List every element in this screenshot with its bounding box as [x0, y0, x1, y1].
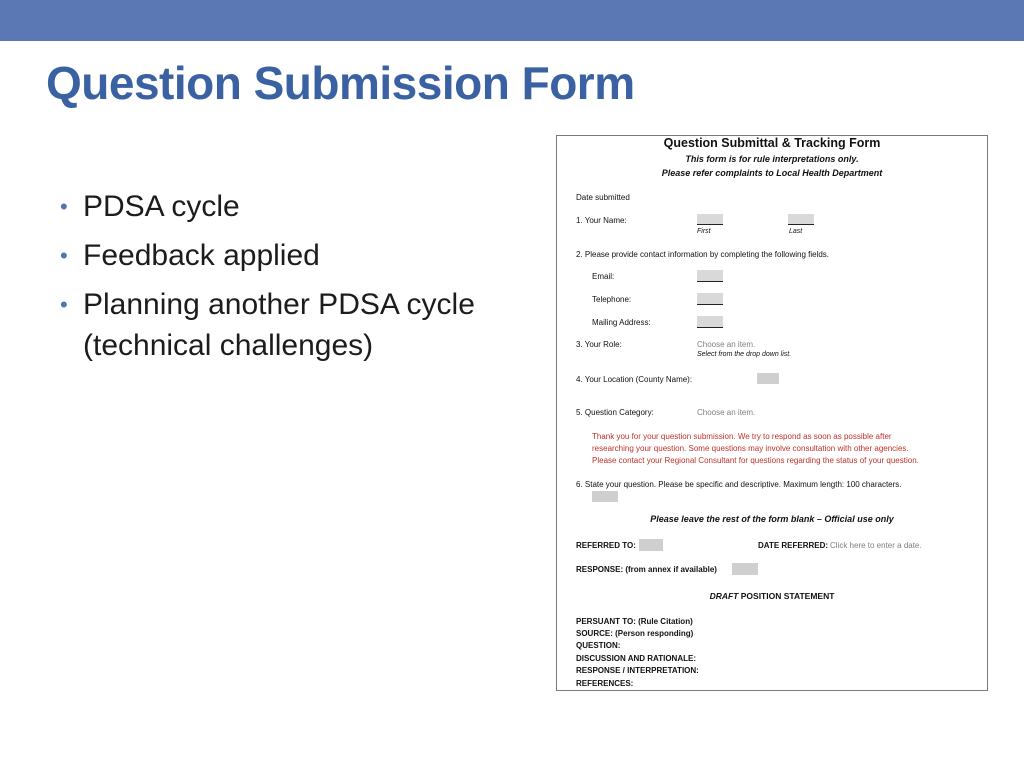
draft-word: DRAFT	[709, 591, 739, 601]
first-name-field	[697, 214, 723, 225]
name-label: 1. Your Name:	[576, 216, 627, 225]
bullet-item	[60, 186, 540, 227]
position-statement-heading	[557, 591, 987, 601]
category-choose: Choose an item.	[697, 408, 756, 417]
telephone-field	[697, 293, 723, 305]
referred-to-field	[639, 539, 663, 551]
referred-to-label: REFERRED TO:	[576, 541, 636, 550]
bullet-text: PDSA cycle	[83, 190, 240, 223]
footer-line: RESPONSE / INTERPRETATION:	[576, 666, 699, 675]
question-label: 6. State your question. Please be specific and descriptive. Maximum length: 100 characters.	[576, 480, 902, 489]
last-caption: Last	[789, 228, 803, 235]
date-submitted-label: Date submitted	[576, 193, 630, 202]
official-use-banner: Please leave the rest of the form blank – Official use only	[650, 514, 894, 524]
bullet-text: Planning another PDSA cycle (technical challenges)	[83, 288, 475, 362]
category-label: 5. Question Category:	[576, 408, 654, 417]
mailing-field	[697, 316, 723, 328]
location-field	[757, 373, 779, 384]
response-field	[732, 563, 758, 575]
thanks-line: researching your question. Some questions may involve consultation with other agencies.	[592, 444, 909, 453]
bullet-list	[60, 186, 540, 374]
telephone-label: Telephone:	[592, 295, 632, 304]
date-referred-label: DATE REFERRED:	[758, 541, 829, 550]
thanks-line: Thank you for your question submission. We try to respond as soon as possible after	[592, 432, 892, 441]
footer-line: SOURCE: (Person responding)	[576, 629, 694, 638]
email-label: Email:	[592, 272, 615, 281]
mailing-label: Mailing Address:	[592, 318, 651, 327]
role-label: 3. Your Role:	[576, 340, 622, 349]
date-placeholder: Click here to enter a date.	[830, 541, 922, 550]
contact-label: 2. Please provide contact information by completing the following fields.	[576, 250, 830, 259]
bullet-item	[60, 284, 540, 366]
footer-line: QUESTION:	[576, 641, 621, 650]
email-field	[697, 270, 723, 282]
response-label: RESPONSE: (from annex if available)	[576, 565, 717, 574]
position-statement-word: POSITION STATEMENT	[740, 591, 835, 601]
question-field	[592, 491, 618, 502]
bullet-dot-icon: •	[60, 243, 68, 268]
bullet-text: Feedback applied	[83, 239, 320, 272]
last-name-field	[788, 214, 814, 225]
form-subtitle: This form is for rule interpretations only.	[685, 154, 859, 164]
form-subtitle: Please refer complaints to Local Health Department	[661, 168, 883, 178]
footer-line: DISCUSSION AND RATIONALE:	[576, 654, 696, 663]
footer-line: PERSUANT TO: (Rule Citation)	[576, 617, 693, 626]
thanks-line: Please contact your Regional Consultant for questions regarding the status of your question.	[592, 456, 919, 465]
form-image	[556, 135, 988, 691]
role-hint: Select from the drop down list.	[697, 351, 792, 358]
bullet-item	[60, 235, 540, 276]
form-title: Question Submittal & Tracking Form	[663, 136, 881, 150]
bullet-dot-icon: •	[60, 292, 68, 317]
slide-title: Question Submission Form	[46, 57, 635, 109]
location-label: 4. Your Location (County Name):	[576, 375, 693, 384]
bullet-dot-icon: •	[60, 194, 68, 219]
role-choose: Choose an item.	[697, 340, 756, 349]
first-caption: First	[697, 228, 711, 235]
footer-line: REFERENCES:	[576, 679, 634, 688]
top-accent-bar	[0, 0, 1024, 41]
